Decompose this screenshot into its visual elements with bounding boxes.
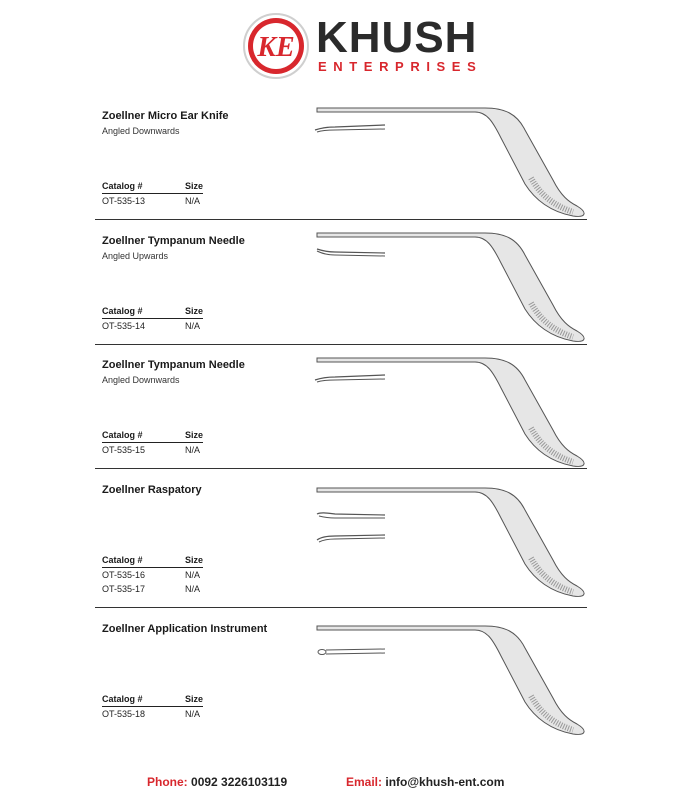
section-divider — [95, 219, 587, 220]
size-header: Size — [185, 181, 204, 191]
product-subtitle: Angled Downwards — [102, 126, 180, 136]
product-title: Zoellner Application Instrument — [102, 623, 268, 635]
product-title: Zoellner Tympanum Needle — [102, 235, 245, 247]
email-address[interactable]: info@khush-ent.com — [385, 775, 505, 789]
header-rule — [102, 318, 203, 319]
size-value: N/A — [185, 570, 201, 580]
instrument-illustration — [305, 618, 595, 738]
header-rule — [102, 706, 203, 707]
contact-email — [346, 775, 504, 789]
instrument-illustration — [305, 480, 595, 600]
catalog-header: Catalog # — [102, 694, 143, 704]
instrument-illustration — [305, 350, 595, 470]
product-title: Zoellner Micro Ear Knife — [102, 110, 229, 122]
catalog-number: OT-535-14 — [102, 321, 146, 331]
product-subtitle: Angled Downwards — [102, 375, 180, 385]
instrument-illustration — [305, 225, 595, 345]
header-rule — [102, 567, 203, 568]
size-header: Size — [185, 694, 204, 704]
logo-letters: KE — [257, 32, 295, 63]
brand-logo — [242, 12, 310, 80]
phone-number: 0092 3226103119 — [191, 775, 288, 789]
email-label: Email: — [346, 775, 383, 789]
catalog-number: OT-535-13 — [102, 196, 146, 206]
page-footer — [0, 770, 689, 790]
product-subtitle: Angled Upwards — [102, 251, 169, 261]
page-header — [0, 0, 689, 92]
catalog-number: OT-535-15 — [102, 445, 146, 455]
header-rule — [102, 193, 203, 194]
section-divider — [95, 607, 587, 608]
size-header: Size — [185, 555, 204, 565]
size-header: Size — [185, 430, 204, 440]
size-value: N/A — [185, 584, 201, 594]
catalog-number: OT-535-16 — [102, 570, 146, 580]
brand-subtitle: ENTERPRISES — [318, 59, 483, 74]
section-divider — [95, 344, 587, 345]
size-value: N/A — [185, 709, 201, 719]
size-value: N/A — [185, 445, 201, 455]
catalog-header: Catalog # — [102, 430, 143, 440]
size-value: N/A — [185, 196, 201, 206]
product-title: Zoellner Tympanum Needle — [102, 359, 245, 371]
header-rule — [102, 442, 203, 443]
catalog-header: Catalog # — [102, 555, 143, 565]
product-title: Zoellner Raspatory — [102, 484, 202, 496]
catalog-number: OT-535-18 — [102, 709, 146, 719]
instrument-illustration — [305, 100, 595, 220]
section-divider — [95, 468, 587, 469]
catalog-header: Catalog # — [102, 181, 143, 191]
size-header: Size — [185, 306, 204, 316]
phone-label: Phone: — [147, 775, 188, 789]
contact-phone — [147, 775, 287, 789]
catalog-header: Catalog # — [102, 306, 143, 316]
size-value: N/A — [185, 321, 201, 331]
brand-name: KHUSH — [316, 13, 478, 62]
catalog-number: OT-535-17 — [102, 584, 146, 594]
